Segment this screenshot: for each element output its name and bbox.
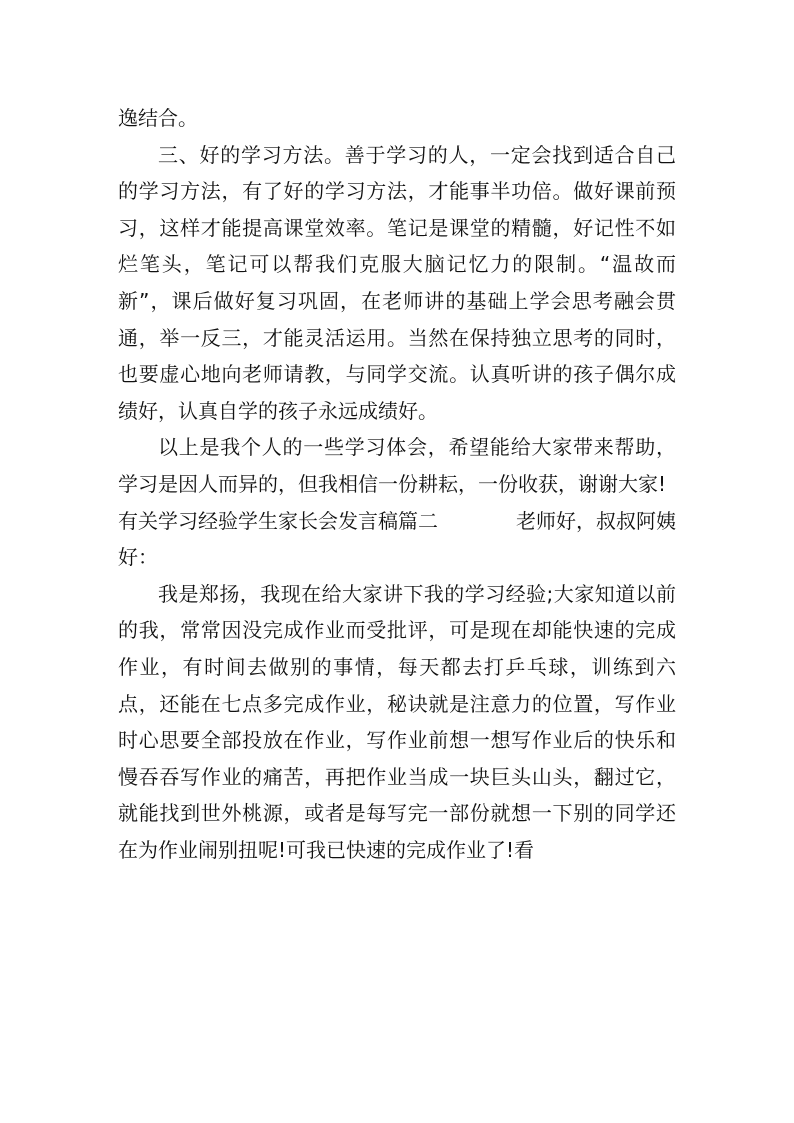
section-title: 有关学习经验学生家长会发言稿篇二	[118, 508, 438, 533]
greeting-tail: 好：	[118, 545, 158, 570]
paragraph-intro: 我是郑扬，我现在给大家讲下我的学习经验;大家知道以前的我，常常因没完成作业而受批评，可是现在却能快速的完成作业，有时间去做别的事情，每天都去打乒乓球，训练到六点，还能在七点多完成作业，秘诀就是注意力的位置，写作业时心思要全部投放在作业，写作业前想一想写作业后的快乐和慢吞吞写作业的痛苦，再把作业当成一块巨头山头，翻过它，就能找到世外桃源，或者是每写完一部份就想一下别的同学还在为作业闹别扭呢!可我已快速的完成作业了!看	[118, 581, 676, 862]
greeting-start: 老师好，叔叔阿姨	[516, 508, 676, 533]
paragraph-study-method: 三、好的学习方法。善于学习的人，一定会找到适合自己的学习方法，有了好的学习方法，才能事半功倍。做好课前预习，这样才能提高课堂效率。笔记是课堂的精髓，好记性不如烂笔头，笔记可以帮我们克服大脑记忆力的限制。“温故而新”，课后做好复习巩固，在老师讲的基础上学会思考融会贯通，举一反三，才能灵活运用。当然在保持独立思考的同时，也要虚心地向老师请教，与同学交流。认真听讲的孩子偶尔成绩好，认真自学的孩子永远成绩好。	[118, 142, 676, 423]
document-body	[118, 100, 676, 868]
section-heading	[118, 503, 676, 540]
paragraph-closing: 以上是我个人的一些学习体会，希望能给大家带来帮助，学习是因人而异的，但我相信一份耕耘，一份收获，谢谢大家!	[118, 435, 676, 496]
paragraph-continuation: 逸结合。	[118, 106, 198, 130]
